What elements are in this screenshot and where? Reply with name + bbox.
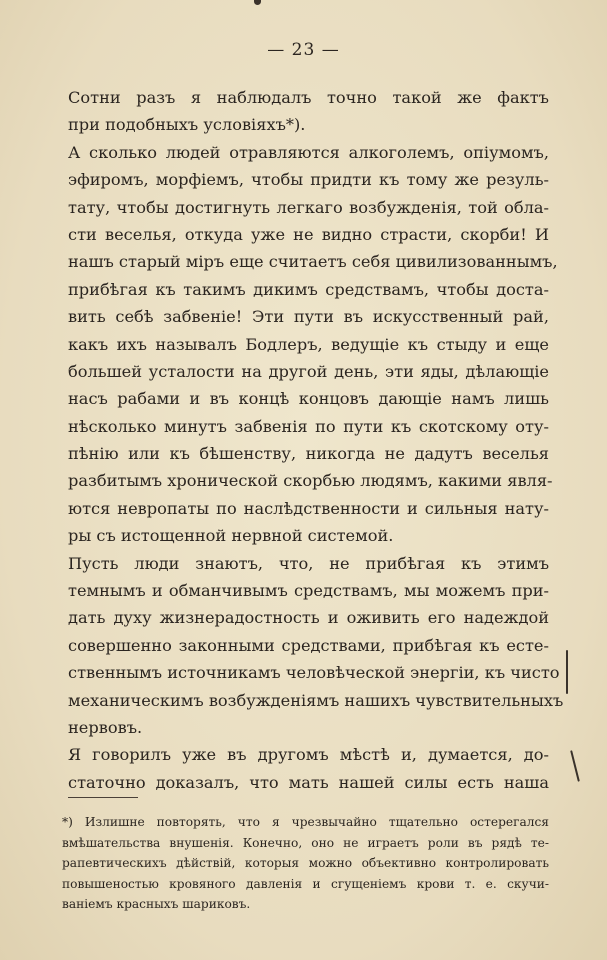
text-line: статочно доказалъ, что мать нашей силы есть наша — [68, 772, 549, 792]
footnote-line: *) Излишне повторять, что я чрезвычайно тщательно остерегался — [62, 815, 549, 829]
text-line: вить себѣ забвеніе! Эти пути въ искусственный рай, — [68, 307, 549, 327]
footnote-line: вмѣшательства внушенія. Конечно, оно не играетъ роли въ рядѣ те- — [62, 835, 549, 850]
footnote-line: рапевтическихъ дѣйствій, которыя можно объективно контролировать — [62, 856, 549, 870]
text-line: насъ рабами и въ концѣ концовъ дающіе намъ лишь — [68, 389, 549, 409]
text-line: разбитымъ хронической скорбью людямъ, какими явля- — [68, 471, 553, 491]
margin-pencil-mark — [566, 650, 568, 694]
text-line: Я говорилъ уже въ другомъ мѣстѣ и, думается, до- — [68, 745, 549, 765]
text-line: А сколько людей отравляются алкоголемъ, опіумомъ, — [68, 142, 549, 162]
text-line: дать духу жизнерадостность и оживить его надеждой — [68, 608, 549, 628]
text-line: нашъ старый міръ еще считаетъ себя цивилизованнымъ, — [68, 252, 558, 272]
text-line: Сотни разъ я наблюдалъ точно такой же фактъ — [68, 88, 549, 107]
text-line: при подобныхъ условіяхъ*). — [68, 115, 306, 135]
text-line: совершенно законными средствами, прибѣгая къ есте- — [68, 635, 549, 655]
text-line: ры съ истощенной нервной системой. — [68, 526, 394, 546]
footnote-line: повышеностью кровяного давленія и сгущеніемъ крови т. е. скучи- — [62, 876, 549, 891]
page-number: — 23 — — [267, 40, 340, 60]
text-line: тату, чтобы достигнуть легкаго возбужденія, той обла- — [68, 197, 549, 217]
main-text — [68, 84, 564, 796]
footnote-divider — [68, 797, 138, 798]
footnote-line: ваніемъ красныхъ шариковъ. — [62, 897, 251, 911]
text-line: Пусть люди знаютъ, что, не прибѣгая къ этимъ — [68, 553, 549, 573]
text-line: большей усталости на другой день, эти яды, дѣлающіе — [68, 361, 549, 381]
text-line: механическимъ возбужденіямъ нашихъ чувствительныхъ — [68, 690, 564, 710]
text-line: какъ ихъ называлъ Бодлеръ, ведущіе къ стыду и еще — [68, 334, 549, 354]
margin-pencil-mark — [570, 750, 580, 782]
text-line: ственнымъ источникамъ человѣческой энергіи, къ чисто — [68, 663, 560, 683]
text-line: пѣнію или къ бѣшенству, никогда не дадутъ веселья — [68, 444, 549, 464]
text-line: темнымъ и обманчивымъ средствамъ, мы можемъ при- — [68, 581, 549, 601]
text-line: нервовъ. — [68, 717, 143, 737]
text-line: нѣсколько минутъ забвенія по пути къ скотскому оту- — [68, 416, 549, 436]
text-line: прибѣгая къ такимъ дикимъ средствамъ, чтобы доста- — [68, 279, 549, 299]
ink-blot — [254, 0, 261, 5]
text-line: ются невропаты по наслѣдственности и сильныя нату- — [68, 498, 549, 518]
footnote — [62, 812, 549, 915]
text-line: эфиромъ, морфіемъ, чтобы придти къ тому же резуль- — [68, 170, 549, 190]
text-line: сти веселья, откуда уже не видно страсти, скорби! И — [68, 224, 549, 244]
